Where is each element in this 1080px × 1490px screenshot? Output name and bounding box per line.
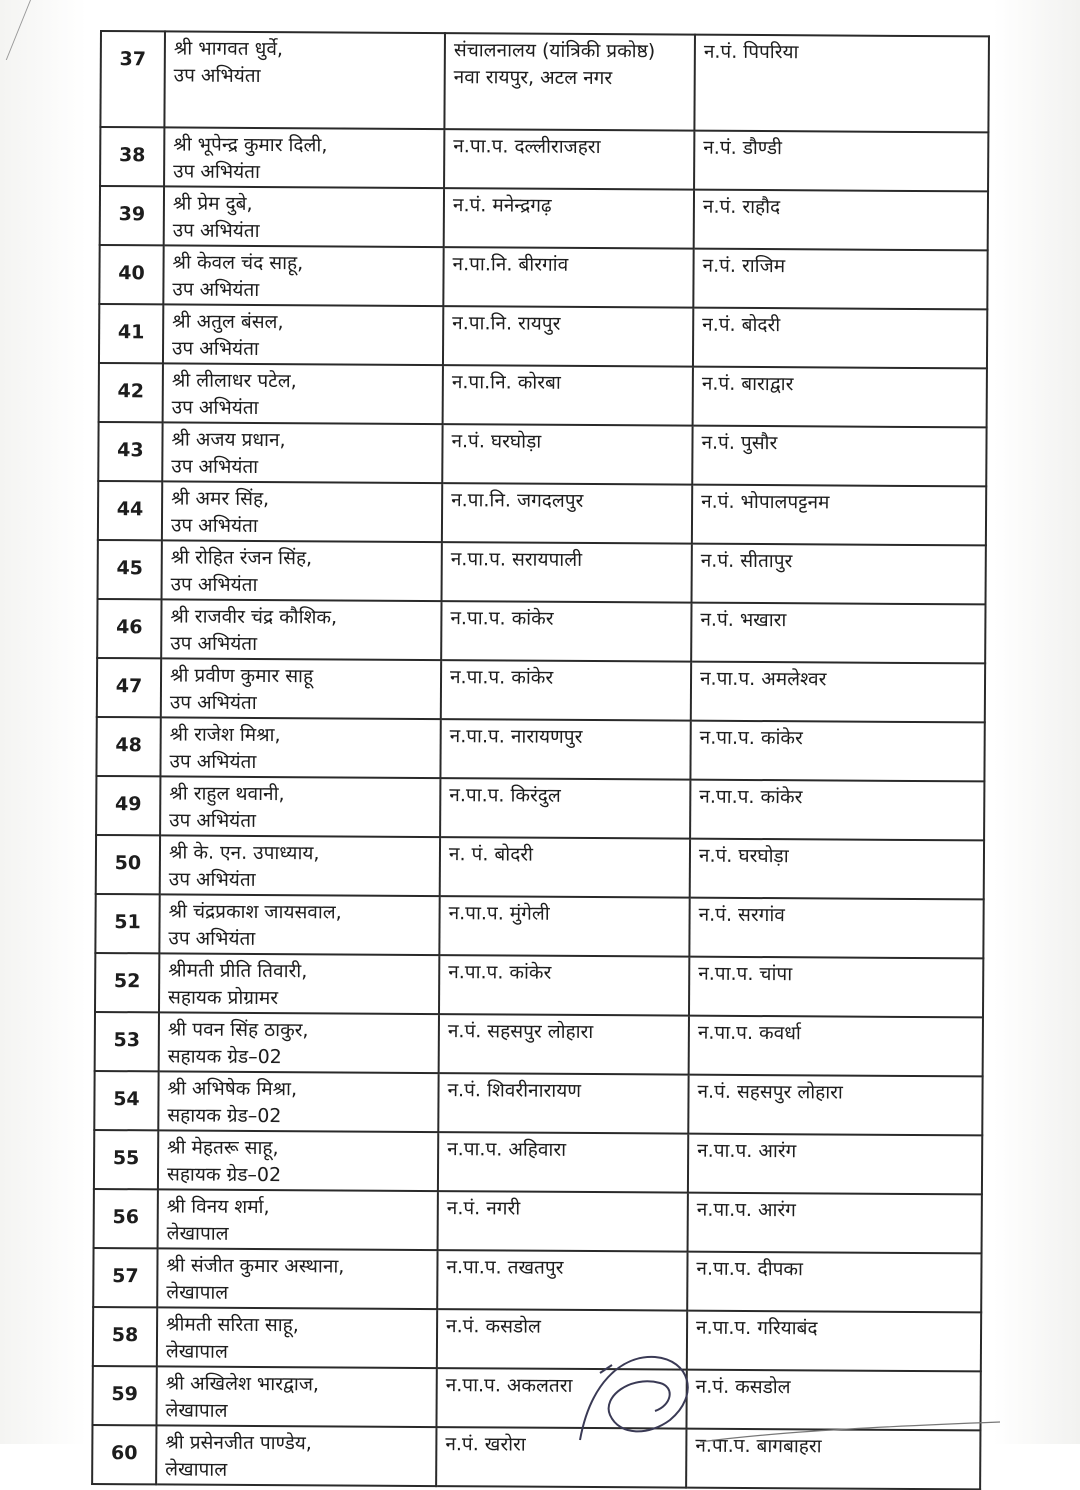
current-posting-cell: न.पं. मनेन्द्रगढ़ xyxy=(444,188,694,249)
new-posting-cell: न.पा.प. अमलेश्वर xyxy=(691,662,985,723)
current-posting-cell: न.पा.प. मुंगेली xyxy=(439,896,689,957)
new-posting-cell: न.पा.प. कवर्धा xyxy=(689,1016,983,1077)
current-posting-cell: न.पा.प. अहिवारा xyxy=(438,1132,688,1193)
employee-designation: उप अभियंता xyxy=(172,219,260,242)
employee-name: श्री राजेश मिश्रा, xyxy=(169,723,281,747)
employee-cell xyxy=(159,953,439,1014)
employee-name: श्री प्रेम दुबे, xyxy=(172,192,253,215)
employee-name: श्री अखिलेश भारद्वाज, xyxy=(165,1372,320,1396)
employee-designation: उप अभियंता xyxy=(171,396,259,419)
table-row xyxy=(98,540,986,604)
table-row xyxy=(97,658,985,722)
employee-name: श्री राजवीर चंद्र कौशिक, xyxy=(170,605,338,629)
new-posting-cell: न.पं. राहौद xyxy=(694,190,988,251)
employee-cell xyxy=(156,1425,436,1486)
new-posting-cell: न.पा.प. दीपका xyxy=(687,1252,981,1313)
serial-number-cell: 59 xyxy=(92,1366,156,1425)
serial-number-cell: 39 xyxy=(100,186,164,245)
employee-cell xyxy=(161,658,441,719)
current-posting-cell: न.पा.प. नारायणपुर xyxy=(440,719,690,780)
employee-name: श्री लीलाधर पटेल, xyxy=(171,369,297,393)
current-posting-cell: न.पा.प. सरायपाली xyxy=(442,542,692,603)
employee-name: श्री प्रसेनजीत पाण्डेय, xyxy=(165,1431,312,1455)
new-posting-cell: न.पा.प. कांकेर xyxy=(690,721,984,782)
new-posting-cell: न.पं. सहसपुर लोहारा xyxy=(688,1075,982,1136)
table-row xyxy=(97,599,985,663)
table-row xyxy=(100,186,988,250)
employee-designation: सहायक ग्रेड–02 xyxy=(166,1163,282,1187)
new-posting-cell: न.पं. बाराद्वार xyxy=(693,367,987,428)
employee-designation: उप अभियंता xyxy=(169,809,257,832)
current-posting-cell: न.पं. घरघोड़ा xyxy=(442,424,692,485)
new-posting-cell: न.पं. भोपालपट्टनम xyxy=(692,485,986,546)
employee-designation: उप अभियंता xyxy=(169,691,257,714)
employee-name: श्री विनय शर्मा, xyxy=(166,1195,270,1219)
current-posting-cell: न.पा.प. किरंदुल xyxy=(440,778,690,839)
serial-number-cell: 53 xyxy=(95,1012,159,1071)
serial-number-cell: 55 xyxy=(94,1130,158,1189)
employee-designation: उप अभियंता xyxy=(173,64,261,87)
employee-designation: उप अभियंता xyxy=(172,278,260,301)
serial-number-cell: 49 xyxy=(96,776,160,835)
employee-cell xyxy=(164,127,444,188)
employee-cell xyxy=(162,481,442,542)
new-posting-cell: न.पं. कसडोल xyxy=(686,1370,980,1431)
employee-designation: उप अभियंता xyxy=(168,868,256,891)
new-posting-cell: न.पा.प. आरंग xyxy=(688,1134,982,1195)
employee-cell xyxy=(156,1366,436,1427)
employee-designation: सहायक ग्रेड–02 xyxy=(167,1045,282,1069)
new-posting-cell: न.पं. भखारा xyxy=(691,603,985,664)
new-posting-cell: न.पा.प. बागबाहरा xyxy=(686,1429,980,1490)
employee-designation: लेखापाल xyxy=(166,1281,229,1304)
employee-name: श्री अजय प्रधान, xyxy=(171,428,286,452)
current-posting-cell: न.पा.नि. कोरबा xyxy=(443,365,693,426)
table-row xyxy=(94,1130,982,1194)
current-posting-cell: न.पा.प. कांकेर xyxy=(439,955,689,1016)
current-posting-cell: न.पा.प. तखतपुर xyxy=(437,1250,687,1311)
table-row xyxy=(99,304,987,368)
employee-name: श्रीमती सरिता साहू, xyxy=(166,1313,299,1337)
serial-number-cell: 41 xyxy=(99,304,163,363)
new-posting-cell: न.पं. घरघोड़ा xyxy=(690,839,984,900)
employee-designation: उप अभियंता xyxy=(171,455,259,478)
new-posting-cell: न.पा.प. कांकेर xyxy=(690,780,984,841)
serial-number-cell: 43 xyxy=(98,422,162,481)
table-row xyxy=(93,1307,981,1371)
new-posting-cell: न.पा.प. गरियाबंद xyxy=(687,1311,981,1372)
transfer-table xyxy=(91,30,990,1490)
current-posting-cell: न.पा.नि. बीरगांव xyxy=(443,247,693,308)
employee-name: श्री रोहित रंजन सिंह, xyxy=(170,546,313,570)
serial-number-cell: 54 xyxy=(94,1071,158,1130)
employee-name: श्रीमती प्रीति तिवारी, xyxy=(168,959,308,983)
employee-name: श्री अतुल बंसल, xyxy=(172,310,284,334)
employee-name: श्री संजीत कुमार अस्थाना, xyxy=(166,1254,345,1278)
employee-name: श्री भागवत धुर्वे, xyxy=(173,37,284,61)
serial-number-cell: 56 xyxy=(94,1189,158,1248)
new-posting-cell: न.पं. सरगांव xyxy=(689,898,983,959)
current-posting-cell: न.पं. खरोरा xyxy=(436,1427,686,1488)
table-row xyxy=(96,776,984,840)
serial-number-cell: 50 xyxy=(96,835,160,894)
current-posting-cell: न.पा.प. दल्लीराजहरा xyxy=(444,129,694,190)
current-posting-cell: न.पा.प. कांकेर xyxy=(441,660,691,721)
table-row xyxy=(93,1248,981,1312)
table-row xyxy=(98,422,986,486)
serial-number-cell: 40 xyxy=(99,245,163,304)
current-posting-cell: न.पं. नगरी xyxy=(438,1191,688,1252)
employee-cell xyxy=(164,186,444,247)
table-row xyxy=(95,894,983,958)
employee-cell xyxy=(158,1189,438,1250)
employee-cell xyxy=(164,31,445,129)
new-posting-cell: न.पं. डौण्डी xyxy=(694,131,988,192)
table-row xyxy=(99,363,987,427)
table-row xyxy=(94,1189,982,1253)
table-row xyxy=(100,31,989,132)
serial-number-cell: 51 xyxy=(95,894,159,953)
current-posting-cell: संचालनालय (यांत्रिकी प्रकोष्ठ) नवा रायपुर, अटल नगर xyxy=(444,33,695,131)
serial-number-cell: 58 xyxy=(93,1307,157,1366)
employee-designation: उप अभियंता xyxy=(173,160,261,183)
serial-number-cell: 47 xyxy=(97,658,161,717)
employee-cell xyxy=(163,245,443,306)
employee-cell xyxy=(162,422,442,483)
new-posting-cell: न.पं. सीतापुर xyxy=(692,544,986,605)
current-posting-cell: न.पा.नि. जगदलपुर xyxy=(442,483,692,544)
new-posting-cell: न.पं. राजिम xyxy=(693,249,987,310)
employee-designation: लेखापाल xyxy=(165,1340,228,1363)
employee-name: श्री के. एन. उपाध्याय, xyxy=(168,841,320,865)
employee-name: श्री अभिषेक मिश्रा, xyxy=(167,1077,298,1101)
table-row xyxy=(99,245,987,309)
serial-number-cell: 46 xyxy=(97,599,161,658)
employee-cell xyxy=(163,304,443,365)
stray-pen-line xyxy=(700,1420,1000,1444)
current-posting-cell: न.पा.नि. रायपुर xyxy=(443,306,693,367)
employee-designation: लेखापाल xyxy=(165,1458,228,1481)
table-row xyxy=(100,127,988,191)
employee-name: श्री प्रवीण कुमार साहू xyxy=(169,664,314,688)
employee-name: श्री राहुल थवानी, xyxy=(169,782,285,806)
employee-cell xyxy=(158,1130,438,1191)
employee-designation: उप अभियंता xyxy=(168,927,256,950)
employee-cell xyxy=(158,1071,438,1132)
employee-cell xyxy=(159,1012,439,1073)
table-row xyxy=(95,1012,983,1076)
serial-number-cell: 45 xyxy=(98,540,162,599)
serial-number-cell: 38 xyxy=(100,127,164,186)
employee-cell xyxy=(163,363,443,424)
employee-cell xyxy=(160,776,440,837)
new-posting-cell: न.पं. बोदरी xyxy=(693,308,987,369)
serial-number-cell: 37 xyxy=(100,31,165,127)
new-posting-cell: न.पं. पुसौर xyxy=(692,426,986,487)
employee-name: श्री मेहतरू साहू, xyxy=(167,1136,279,1160)
employee-cell xyxy=(159,894,439,955)
employee-designation: उप अभियंता xyxy=(170,632,258,655)
current-posting-cell: न.पं. सहसपुर लोहारा xyxy=(439,1014,689,1075)
employee-name: श्री केवल चंद साहू, xyxy=(172,251,304,275)
current-posting-cell: न.पा.प. अकलतरा xyxy=(436,1368,686,1429)
employee-designation: सहायक प्रोग्रामर xyxy=(168,986,279,1010)
current-posting-cell: न.पा.प. कांकेर xyxy=(441,601,691,662)
table-body xyxy=(92,31,989,1489)
table-row xyxy=(95,953,983,1017)
table-row xyxy=(98,481,986,545)
new-posting-cell: न.पा.प. चांपा xyxy=(689,957,983,1018)
table-row xyxy=(96,717,984,781)
employee-designation: सहायक ग्रेड–02 xyxy=(167,1104,282,1128)
employee-cell xyxy=(162,540,442,601)
table-row xyxy=(96,835,984,899)
employee-designation: उप अभियंता xyxy=(170,514,258,537)
serial-number-cell: 44 xyxy=(98,481,162,540)
serial-number-cell: 52 xyxy=(95,953,159,1012)
employee-designation: उप अभियंता xyxy=(169,750,257,773)
employee-cell xyxy=(160,835,440,896)
employee-designation: उप अभियंता xyxy=(171,337,259,360)
current-posting-cell: न. पं. बोदरी xyxy=(440,837,690,898)
current-posting-cell: न.पं. कसडोल xyxy=(437,1309,687,1370)
table-row xyxy=(94,1071,982,1135)
employee-cell xyxy=(160,717,440,778)
employee-cell xyxy=(157,1248,437,1309)
serial-number-cell: 42 xyxy=(99,363,163,422)
employee-name: श्री अमर सिंह, xyxy=(171,487,270,511)
current-posting-cell: न.पं. शिवरीनारायण xyxy=(438,1073,688,1134)
employee-name: श्री चंद्रप्रकाश जायसवाल, xyxy=(168,900,342,924)
employee-name: श्री भूपेन्द्र कुमार दिली, xyxy=(173,133,328,157)
employee-designation: लेखापाल xyxy=(166,1222,229,1245)
new-posting-cell: न.पं. पिपरिया xyxy=(694,35,989,133)
employee-designation: उप अभियंता xyxy=(170,573,258,596)
serial-number-cell: 60 xyxy=(92,1425,156,1484)
serial-number-cell: 57 xyxy=(93,1248,157,1307)
new-posting-cell: न.पा.प. आरंग xyxy=(688,1193,982,1254)
employee-designation: लेखापाल xyxy=(165,1399,228,1422)
employee-name: श्री पवन सिंह ठाकुर, xyxy=(167,1018,309,1042)
employee-cell xyxy=(157,1307,437,1368)
serial-number-cell: 48 xyxy=(96,717,160,776)
employee-cell xyxy=(161,599,441,660)
